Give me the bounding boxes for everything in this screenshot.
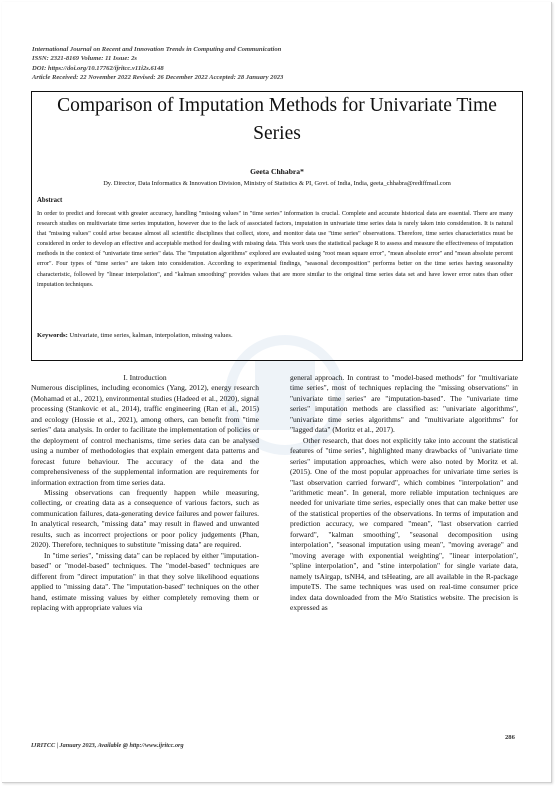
journal-header <box>32 45 532 82</box>
journal-issn: ISSN: 2321-8169 Volume: 11 Issue: 2s <box>32 55 137 63</box>
abstract-text: In order to predict and forecast with greater accuracy, handling "missing values" in "time series" information is crucial. Complete and accurate historical data are essential. There are many research studies on multivariate time series imputation, however due to the lack of associated factors, imputation in univariate time series data is rarely taken into consideration. It is natural that "missing values" could arise because almost all scientific disciplines that collect, store, and monitor data use "time series" observations. Therefore, time series characteristics must be considered in order to develop an effective and acceptable method for dealing with missing data. This work uses the statistical package R to assess and measure the effectiveness of imputation methods in the context of "univariate time series" data. The "imputation algorithms" explored are evaluated using "root mean square error", "mean absolute error" and "mean absolute percent error". Four types of "time series" are taken into consideration. According to experimental findings, "seasonal decomposition" performs better on the time series having seasonality characteristic, followed by "linear interpolation", and "kalman smoothing" provides values that are more similar to the original time series data set and have lower error rates than other imputation techniques. <box>37 210 513 288</box>
paper-title: Comparison of Imputation Methods for Univariate Time Series <box>57 95 497 144</box>
abstract-heading: Abstract <box>37 197 63 204</box>
author-affiliation: Dy. Director, Data Informatics & Innovation Division, Ministry of Statistics & PI, Govt. of India, India, geeta_chhabra@rediffmail.com <box>103 180 451 187</box>
title-abstract-box <box>31 91 523 361</box>
page-number: 286 <box>505 734 515 741</box>
section-heading-introduction: I. Introduction <box>123 373 167 382</box>
left-column <box>31 373 259 613</box>
journal-name: International Journal on Recent and Innovation Trends in Computing and Communication <box>32 46 282 53</box>
paragraph: Missing observations can frequently happen while measuring, collecting, or creating data as a consequence of various factors, such as communication failures, data-generating device failures and power failures. In analytical research, "missing data" may result in flawed and unwanted results, such as incorrect projections or poor policy judgements (Phan, 2020). Therefore, techniques to substitute "missing data" are required. <box>31 487 259 550</box>
paragraph: In "time series", "missing data" can be replaced by either "imputation-based" or "model-based" techniques. The "model-based" techniques are different from "direct imputation" in that they solve likelihood equations applied to "missing data". The "imputation-based" techniques on the other hand, estimate missing values by either completely removing them or replacing with appropriate values via <box>31 550 259 612</box>
paragraph: Numerous disciplines, including economics (Yang, 2012), energy research (Mohamad et al., 2021), environmental studies (Hadeed et al., 2020), signal processing (Stankovic et al., 2014), traffic engineering (Ran et al., 2015) and ecology (Hossie et al., 2021), among others, can benefit from "time series" data analysis. In order to facilitate the implementation of policies or the deployment of control mechanisms, time series data can be analysed using a number of methodologies that explain emergent data patterns and forecast future behaviour. The accuracy of the data and the comprehensiveness of the supplemental information are requirements for information extraction from time series data. <box>31 383 259 487</box>
paragraph: Other research, that does not explicitly take into account the statistical features of "time series", highlighted many drawbacks of "univariate time series" imputation approaches, which were also noted by Moritz et al. (2015). One of the most popular approaches for univariate time series is "last observation carried forward", which combines "interpolation" and "arithmetic mean". In general, more reliable imputation techniques are needed for univariate time series, especially ones that can make better use of the statistical properties of the observations. In terms of imputation and prediction accuracy, we compared "mean", "last observation carried forward", "kalman smoothing", "seasonal decomposition using interpolation", "seasonal imputation using mean", "moving average" and "moving average with exponential weighting", "linear interpolation", "spline interpolation", and "stine interpolation" for single variate data, namely tsAirgap, tsNH4, and tsHeating, are all available in the R-package imputeTS. The same techniques was used on real-time consumer price index data downloaded from the M/o Statistics website. The precision is expressed as <box>290 435 518 612</box>
paragraph: general approach. In contrast to "model-based methods" for "multivariate time series", most of techniques replacing the "missing observations" in "univariate time series" are "imputation-based". The "univariate time series" imputation methods are classified as: "univariate algorithms", "univariate time series algorithms" and "multivariate algorithms" for "lagged data" (Moritz et al., 2017). <box>290 373 518 435</box>
keywords-text: Univariate, time series, kalman, interpolation, missing values. <box>69 332 233 339</box>
journal-doi: DOI: https://doi.org/10.17762/ijritcc.v11i2s.6148 <box>32 64 164 72</box>
journal-dates: Article Received: 22 November 2022 Revised: 26 December 2022 Accepted: 28 January 2023 <box>32 73 284 81</box>
author-name: Geeta Chhabra* <box>250 167 304 176</box>
keywords <box>37 332 233 339</box>
right-column <box>290 373 518 613</box>
keywords-label: Keywords: <box>37 332 68 339</box>
page-footer: IJRITCC | January 2023, Available @ http://www.ijritcc.org <box>31 742 184 749</box>
